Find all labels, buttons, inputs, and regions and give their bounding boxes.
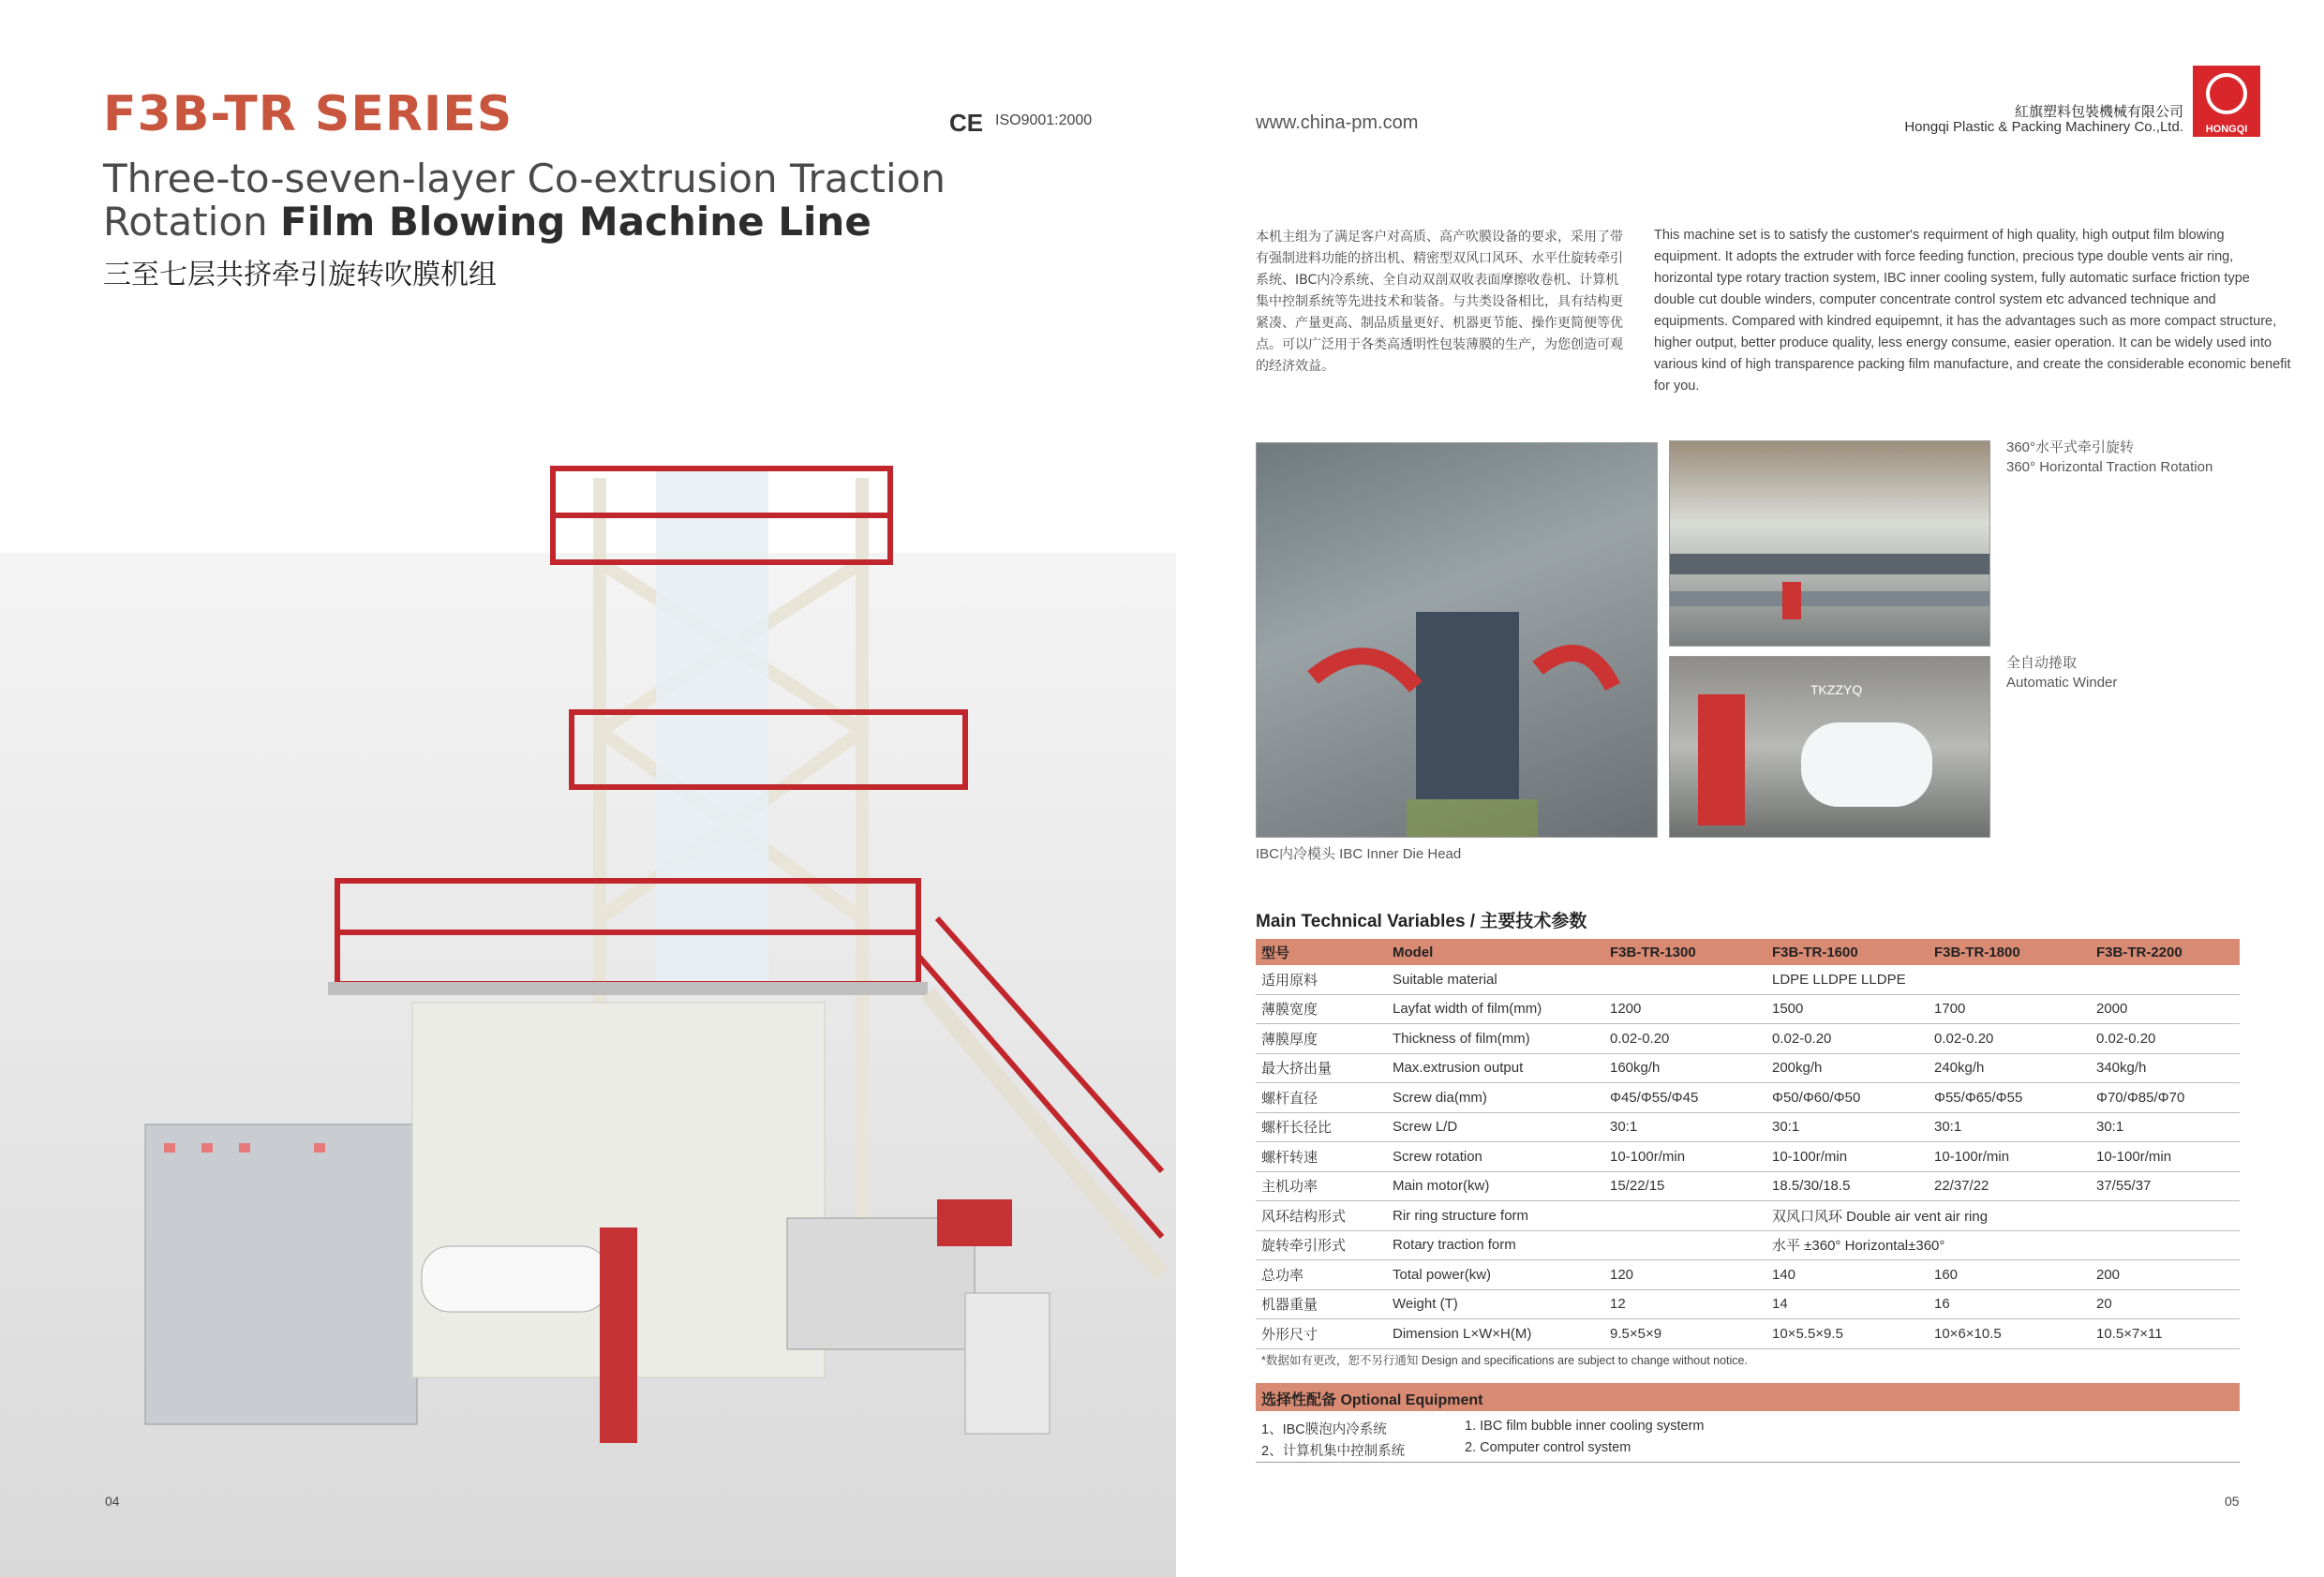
table-cell: 薄膜厚度 <box>1256 1024 1387 1054</box>
table-row <box>1256 1142 2240 1172</box>
table-cell: 14 <box>1766 1289 1929 1319</box>
table-cell: 30:1 <box>1604 1112 1766 1142</box>
table-row <box>1256 1230 2240 1260</box>
table-cell: 薄膜宽度 <box>1256 994 1387 1024</box>
spec-note: *数据如有更改，恕不另行通知 Design and specifications are subject to change without notice. <box>1261 1354 1748 1367</box>
table-row <box>1256 1053 2240 1083</box>
headline-line-1: Three-to-seven-layer Co-extrusion Traction <box>103 156 946 201</box>
table-row <box>1256 1171 2240 1201</box>
intro-paragraph-cn: 本机主组为了满足客户对高质、高产吹膜设备的要求，采用了带有强制进料功能的挤出机、精密型双风口风环、水平仕旋转牵引系统、IBC内冷系统、全自动双剖双收表面摩擦收卷机、计算机集中控制系统等先进技术和装备。与共类设备相比，具有结构更紧凑、产量更高、制品质量更好、机器更节能、操作更简便等优点。可以广泛用于各类高透明性包装薄膜的生产，为您创造可观的经济效益。 <box>1256 230 1623 374</box>
winder-caption-en: Automatic Winder <box>2006 675 2118 691</box>
table-title: Main Technical Variables / 主要技术参数 <box>1256 912 1587 931</box>
traction-caption-cn: 360°水平式牵引旋转 <box>2006 439 2135 455</box>
headline <box>103 157 946 244</box>
table-cell: 30:1 <box>1766 1112 1929 1142</box>
table-cell: 0.02-0.20 <box>1604 1024 1766 1054</box>
table-row <box>1256 1083 2240 1113</box>
table-cell: 140 <box>1766 1260 1929 1290</box>
die-head-photo-art <box>1257 443 1657 837</box>
table-cell: 30:1 <box>2091 1112 2240 1142</box>
table-cell: Suitable material <box>1387 965 1604 994</box>
table-cell: 0.02-0.20 <box>1929 1024 2091 1054</box>
company-name-en: Hongqi Plastic & Packing Machinery Co.,Ltd. <box>1904 119 2183 135</box>
table-cell: 30:1 <box>1929 1112 2091 1142</box>
table-cell: Total power(kw) <box>1387 1260 1604 1290</box>
intro-paragraph-en: This machine set is to satisfy the customer's requirment of high quality, high output film blowing equipment. It adopts the extruder with force feeding function, precious type double vents air ring, horizontal type rotary traction system, IBC inner cooling system, fully automatic surface friction type double cut double winders, computer concentrate control system etc advanced technique and equipments. Compared with kindred equipemnt, it has the advantages such as more compact structure, higher output, better produce quality, less energy consume, easier operation. It can be widely used into various kind of high transparence packing film manufacture, and create the considerable economic benefit for you. <box>1654 228 2291 394</box>
table-cell: 0.02-0.20 <box>1766 1024 1929 1054</box>
optional-item-en-1: 1. IBC film bubble inner cooling systerm <box>1465 1419 1705 1434</box>
table-cell: 螺杆转速 <box>1256 1142 1387 1172</box>
table-cell: 20 <box>2091 1289 2240 1319</box>
table-cell: Thickness of film(mm) <box>1387 1024 1604 1054</box>
table-cell: 风环结构形式 <box>1256 1201 1387 1231</box>
headline-line-2 <box>103 201 946 244</box>
table-cell: 10×5.5×9.5 <box>1766 1319 1929 1349</box>
website-url: www.china-pm.com <box>1256 112 1419 133</box>
subtitle-chinese: 三至七层共挤牵引旋转吹膜机组 <box>103 259 497 291</box>
die-head-photo <box>1256 442 1658 838</box>
table-cell: 12 <box>1604 1289 1766 1319</box>
table-cell: 旋转牵引形式 <box>1256 1230 1387 1260</box>
table-cell: Φ50/Φ60/Φ50 <box>1766 1083 1929 1113</box>
header-cell: F3B-TR-1600 <box>1766 939 1929 965</box>
table-cell: 22/37/22 <box>1929 1171 2091 1201</box>
headline-line-2-normal: Rotation <box>103 199 280 245</box>
table-cell: 9.5×5×9 <box>1604 1319 1766 1349</box>
table-cell: 15/22/15 <box>1604 1171 1766 1201</box>
table-row <box>1256 1201 2240 1231</box>
header-cell: F3B-TR-2200 <box>2091 939 2240 965</box>
winder-photo <box>1669 656 1990 838</box>
table-cell: Max.extrusion output <box>1387 1053 1604 1083</box>
table-cell: 螺杆长径比 <box>1256 1112 1387 1142</box>
table-cell: 最大挤出量 <box>1256 1053 1387 1083</box>
traction-photo-art <box>1670 441 1989 646</box>
table-row <box>1256 994 2240 1024</box>
iso-certification: ISO9001:2000 <box>995 112 1093 128</box>
table-cell: 120 <box>1604 1260 1766 1290</box>
table-cell: Rir ring structure form <box>1387 1201 1604 1231</box>
header-cell: 型号 <box>1256 939 1387 965</box>
table-cell: 10-100r/min <box>2091 1142 2240 1172</box>
traction-caption-en: 360° Horizontal Traction Rotation <box>2006 459 2213 475</box>
series-title: F3B-TR SERIES <box>103 86 514 142</box>
table-cell: 10-100r/min <box>1604 1142 1766 1172</box>
table-cell: Layfat width of film(mm) <box>1387 994 1604 1024</box>
traction-photo <box>1669 440 1990 647</box>
table-cell: LDPE LLDPE LLDPE <box>1766 965 2240 994</box>
header-cell: F3B-TR-1800 <box>1929 939 2091 965</box>
optional-item-en-2: 2. Computer control system <box>1465 1440 1631 1455</box>
optional-equipment-title: 选择性配备 Optional Equipment <box>1261 1392 1483 1408</box>
page-number-right: 05 <box>2225 1494 2240 1509</box>
table-cell: Dimension L×W×H(M) <box>1387 1319 1604 1349</box>
table-cell: 10×6×10.5 <box>1929 1319 2091 1349</box>
winder-label-text: TKZZYQ <box>1810 682 1863 697</box>
table-cell: 螺杆直径 <box>1256 1083 1387 1113</box>
table-cell: 340kg/h <box>2091 1053 2240 1083</box>
machine-illustration <box>0 394 1176 1577</box>
table-cell: 10.5×7×11 <box>2091 1319 2240 1349</box>
optional-equipment-bar <box>1256 1383 2240 1411</box>
logo-text: HONGQI <box>2205 124 2248 135</box>
table-cell: 200kg/h <box>1766 1053 1929 1083</box>
table-cell: Screw L/D <box>1387 1112 1604 1142</box>
table-cell: 外形尺寸 <box>1256 1319 1387 1349</box>
control-cabinets <box>145 1124 417 1424</box>
table-cell: 机器重量 <box>1256 1289 1387 1319</box>
table-cell: 200 <box>2091 1260 2240 1290</box>
table-cell: 主机功率 <box>1256 1171 1387 1201</box>
table-cell: Φ45/Φ55/Φ45 <box>1604 1083 1766 1113</box>
company-name-cn: 紅旗塑料包裝機械有限公司 <box>2014 104 2183 120</box>
logo-emblem-icon <box>2206 73 2247 114</box>
table-cell: Main motor(kw) <box>1387 1171 1604 1201</box>
die-head-caption: IBC内冷模头 IBC Inner Die Head <box>1256 846 1462 862</box>
table-cell: 1500 <box>1766 994 1929 1024</box>
table-cell: Screw dia(mm) <box>1387 1083 1604 1113</box>
hongqi-logo <box>2193 66 2260 137</box>
table-cell <box>1604 1201 1766 1231</box>
table-cell: 240kg/h <box>1929 1053 2091 1083</box>
platform <box>328 982 928 995</box>
table-cell: 37/55/37 <box>2091 1171 2240 1201</box>
table-cell: 10-100r/min <box>1929 1142 2091 1172</box>
table-cell: 160 <box>1929 1260 2091 1290</box>
table-row <box>1256 1024 2240 1054</box>
headline-line-2-bold: Film Blowing Machine Line <box>280 199 872 245</box>
table-cell: Screw rotation <box>1387 1142 1604 1172</box>
table-cell: 水平 ±360° Horizontal±360° <box>1766 1230 2240 1260</box>
spec-table-header <box>1256 939 2240 965</box>
table-cell: 2000 <box>2091 994 2240 1024</box>
table-row <box>1256 965 2240 994</box>
table-cell: Rotary traction form <box>1387 1230 1604 1260</box>
table-row <box>1256 1112 2240 1142</box>
table-row <box>1256 1319 2240 1349</box>
table-cell <box>1604 1230 1766 1260</box>
table-row <box>1256 1260 2240 1290</box>
winder-caption-cn: 全自动捲取 <box>2006 655 2078 671</box>
winder-roll <box>422 1246 609 1312</box>
table-cell: 160kg/h <box>1604 1053 1766 1083</box>
ce-mark: CE <box>949 109 984 137</box>
table-cell: 10-100r/min <box>1766 1142 1929 1172</box>
table-cell <box>1604 965 1766 994</box>
table-cell: 0.02-0.20 <box>2091 1024 2240 1054</box>
header-cell: F3B-TR-1300 <box>1604 939 1766 965</box>
table-cell: 1200 <box>1604 994 1766 1024</box>
page-number-left: 04 <box>105 1494 120 1509</box>
table-cell: 18.5/30/18.5 <box>1766 1171 1929 1201</box>
table-cell: Φ70/Φ85/Φ70 <box>2091 1083 2240 1113</box>
film-bubble <box>656 469 768 993</box>
header-cell: Model <box>1387 939 1604 965</box>
winder-photo-art <box>1670 657 1989 837</box>
table-row <box>1256 1289 2240 1319</box>
table-cell: 适用原料 <box>1256 965 1387 994</box>
spec-table <box>1256 939 2240 1349</box>
divider <box>1256 1462 2240 1463</box>
table-cell: Φ55/Φ65/Φ55 <box>1929 1083 2091 1113</box>
table-cell: 1700 <box>1929 994 2091 1024</box>
table-cell: 总功率 <box>1256 1260 1387 1290</box>
table-cell: Weight (T) <box>1387 1289 1604 1319</box>
table-cell: 16 <box>1929 1289 2091 1319</box>
table-cell: 双风口风环 Double air vent air ring <box>1766 1201 2240 1231</box>
optional-item-cn-1: 1、IBC膜泡内冷系统 <box>1261 1422 1387 1437</box>
optional-item-cn-2: 2、计算机集中控制系统 <box>1261 1444 1406 1459</box>
